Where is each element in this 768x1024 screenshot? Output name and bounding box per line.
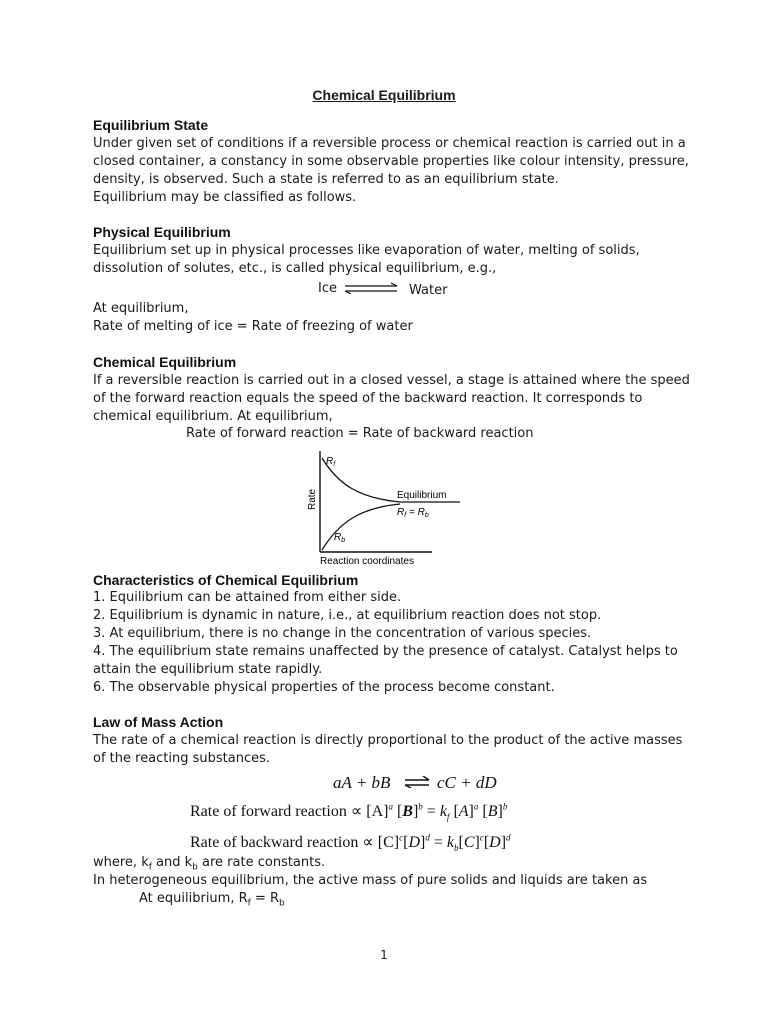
heading-chemical-equilibrium: Chemical Equilibrium [93,354,237,370]
reaction-arrows-icon [404,776,430,788]
backward-rate-prefix: Rate of backward reaction ∝ [C] [190,834,400,851]
text-line: Equilibrium may be classified as follows. [93,190,357,205]
water-label: Water [409,283,448,298]
forward-rate-expression: Rate of forward reaction ∝ $[A]^a$ $[B]^b = k_f$ $[A]^a$ $[B]^b$ [190,801,508,823]
ice-label: Ice [318,281,337,296]
text-line: of the reacting substances. [93,751,271,766]
paragraph-chemical-equilibrium [93,372,690,426]
list-item: 6. The observable physical properties of the process become constant. [93,680,555,695]
list-characteristics [93,589,683,697]
heading-characteristics: Characteristics of Chemical Equilibrium [93,572,359,588]
heading-equilibrium-state: Equilibrium State [93,117,209,133]
rate-constants-line: where, $k_f$ and $k_b$ are rate constants. [93,855,326,873]
reaction-lhs: aA + bB [333,773,391,792]
text-line: Equilibrium set up in physical processes like evaporation of water, melting of solids, [93,243,640,258]
rf-label: $R_f$ [326,456,336,468]
list-item: attain the equilibrium state rapidly. [93,662,323,677]
backward-rate-curve [322,504,400,550]
text-line: of the forward reaction equals the speed of the backward reaction. It corresponds to [93,391,643,406]
backward-rate-expression: Rate of backward reaction ∝ $[C]^c[D]^d = k_b[C]^c[D]^d$ [190,832,511,854]
text-line: The rate of a chemical reaction is directly proportional to the product of the active masses [93,733,683,748]
paragraph-physical-equilibrium [93,242,683,278]
paragraph-physical-after [93,300,683,336]
heterogeneous-line: In heterogeneous equilibrium, the active mass of pure solids and liquids are taken as [93,873,648,888]
equilibrium-arrows-icon [343,282,399,294]
list-item: 3. At equilibrium, there is no change in the concentration of various species. [93,626,592,641]
reaction-rhs: cC + dD [437,773,497,792]
text-line: closed container, a constancy in some observable properties like colour intensity, pressure, [93,154,689,169]
paragraph-mass-action [93,732,683,768]
page-title: Chemical Equilibrium [312,87,456,103]
forward-rate-prefix: Rate of forward reaction ∝ [A] [190,803,389,820]
x-axis-label: Reaction coordinates [320,556,414,567]
page-number: 1 [380,948,388,962]
equilibrium-label: Equilibrium [397,490,447,501]
rate-equality-line: Rate of forward reaction = Rate of backward reaction [186,426,534,441]
list-item: 2. Equilibrium is dynamic in nature, i.e., at equilibrium reaction does not stop. [93,608,602,623]
list-item: 1. Equilibrium can be attained from either side. [93,590,402,605]
text-line: Rate of melting of ice = Rate of freezing of water [93,319,413,334]
list-item: 4. The equilibrium state remains unaffected by the presence of catalyst. Catalyst helps to [93,644,678,659]
text-line: Under given set of conditions if a reversible process or chemical reaction is carried out in a [93,136,686,151]
text-line: dissolution of solutes, etc., is called physical equilibrium, e.g., [93,261,497,276]
rf-equals-rb-label: $R_f = R_b$ [397,507,429,519]
text-line: density, is observed. Such a state is referred to as an equilibrium state. [93,172,559,187]
equilibrium-rate-graph [300,446,470,570]
rb-label: $R_b$ [334,532,346,544]
heading-physical-equilibrium: Physical Equilibrium [93,224,231,240]
text-line: If a reversible reaction is carried out in a closed vessel, a stage is attained where the speed [93,373,690,388]
y-axis-label: Rate [307,488,318,510]
paragraph-equilibrium-state [93,135,689,207]
at-equilibrium-line: At equilibrium, $R_f = R_b$ [139,891,285,909]
text-line: chemical equilibrium. At equilibrium, [93,409,333,424]
text-line: At equilibrium, [93,301,189,316]
heading-law-of-mass-action: Law of Mass Action [93,714,224,730]
